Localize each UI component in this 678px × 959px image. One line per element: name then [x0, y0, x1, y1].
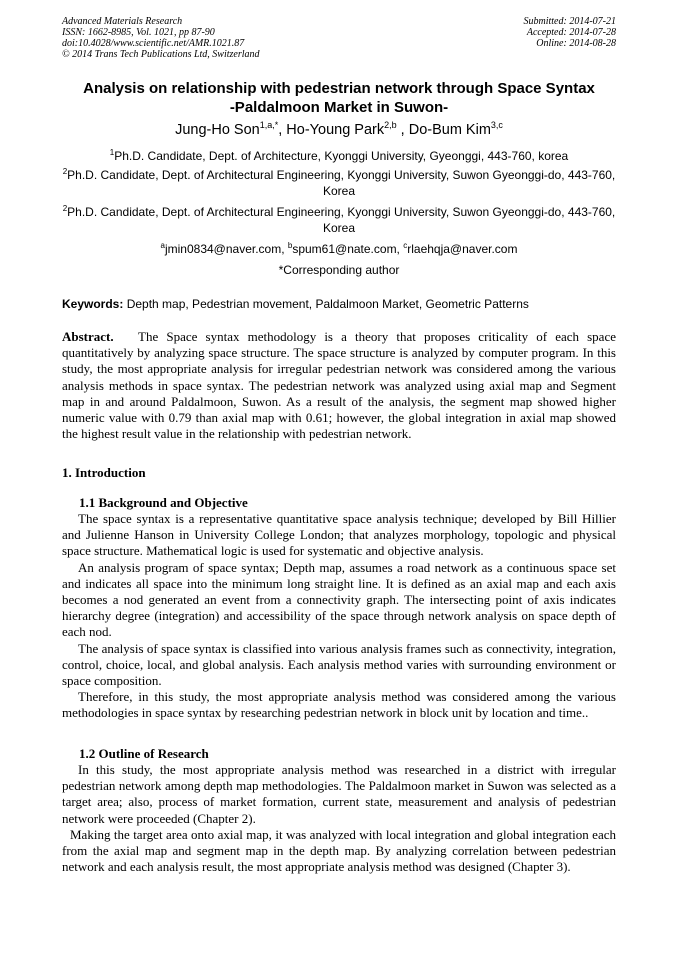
- affiliation-text: Ph.D. Candidate, Dept. of Architecture, Kyonggi University, Gyeonggi, 443-760, korea: [114, 149, 569, 163]
- affiliation: [62, 205, 616, 236]
- subsection-heading: 1.1 Background and Objective: [79, 495, 248, 510]
- paragraph: The space syntax is a representative quantitative space analysis technique; developed by Bill Hillier and Julienne Hanson in University College London; that analyzes morphology, topologic and physical space structure. Mathematical logic is used for systematic and objective analysis.: [62, 511, 616, 559]
- author-name: Jung-Ho Son: [175, 122, 260, 138]
- abstract-text: The Space syntax methodology is a theory that proposes criticality of each space quantitatively by analyzing space structure. The space structure is analyzed by computer program. In this study, the most appropriate analysis for irregular pedestrian network was considered among the various analysis methods in space syntax. The pedestrian network was analyzed using axial map and Segment map in and around Paldalmoon, Suwon. As a result of the analysis, the segment map showed higher numeric value with 0.79 than axial map with 0.61; however, the global integration in axial map showed the highest result value in the relationship with pedestrian network.: [62, 329, 616, 442]
- email-superscript: a: [160, 241, 165, 250]
- author-separator: ,: [278, 122, 287, 138]
- section-1-1-body: [62, 511, 616, 722]
- affiliation-superscript: 2: [62, 167, 68, 176]
- affiliation: [62, 168, 616, 199]
- author-superscript: 1,a,*: [259, 120, 279, 130]
- abstract: [62, 329, 616, 442]
- author-separator: ,: [396, 122, 409, 138]
- journal-copyright: © 2014 Trans Tech Publications Ltd, Switzerland: [62, 49, 260, 60]
- author-list: [40, 121, 638, 139]
- accepted-date: Accepted: 2014-07-28: [526, 27, 616, 38]
- journal-info: [62, 16, 260, 60]
- affiliation-superscript: 2: [62, 204, 68, 213]
- section-heading: 1. Introduction: [62, 465, 146, 480]
- author-superscript: 2,b: [384, 120, 397, 130]
- keywords-text: Depth map, Pedestrian movement, Paldalmoon Market, Geometric Patterns: [123, 297, 529, 311]
- author-name: Do-Bum Kim: [408, 122, 491, 138]
- paragraph: An analysis program of space syntax; Depth map, assumes a road network as a continuous space set and indicates all space into the minimum long straight line. It is defined as an axial map and each axis becomes a nod generated an event from a connectivity graph. The intersecting point of axis indicates hierarchy degree (integration) and accessibility of the space through network analysis on space depth of each nod.: [62, 559, 616, 640]
- affiliation-superscript: 1: [109, 148, 115, 157]
- journal-issn: ISSN: 1662-8985, Vol. 1021, pp 87-90: [62, 27, 215, 38]
- paper-title: [40, 79, 638, 117]
- journal-doi: doi:10.4028/www.scientific.net/AMR.1021.87: [62, 38, 245, 49]
- affiliation-text: Ph.D. Candidate, Dept. of Architectural Engineering, Kyonggi University, Suwon Gyeonggi-do, 443-760, Korea: [67, 168, 616, 198]
- keywords-label: Keywords:: [62, 297, 124, 311]
- paragraph: Making the target area onto axial map, it was analyzed with local integration and global integration each from the axial map and segment map in the depth map. By analyzing correlation between pedestrian network and each analysis result, the most appropriate analysis method was designed (Chapter 3).: [62, 826, 616, 875]
- publication-dates: [524, 16, 617, 49]
- paragraph: In this study, the most appropriate analysis method was researched in a district with irregular pedestrian network among depth map methodologies. The Paldalmoon market in Suwon was selected as a target area; also, process of market formation, current state, measurement and analysis of pedestrian network were proceeded (Chapter 2).: [62, 762, 616, 826]
- email-text: spum61@nate.com,: [292, 242, 404, 256]
- affiliation: [62, 149, 616, 165]
- author-superscript: 3,c: [490, 120, 503, 130]
- keywords: [62, 297, 616, 312]
- submitted-date: Submitted: 2014-07-21: [523, 16, 616, 27]
- affiliation-text: Ph.D. Candidate, Dept. of Architectural Engineering, Kyonggi University, Suwon Gyeonggi-do, 443-760, Korea: [67, 205, 616, 235]
- abstract-label: Abstract.: [62, 329, 114, 344]
- email-superscript: b: [287, 241, 293, 250]
- section-1-2-body: [62, 762, 616, 875]
- title-line-2: -Paldalmoon Market in Suwon-: [229, 99, 449, 116]
- email-superscript: c: [403, 241, 408, 250]
- title-line-1: Analysis on relationship with pedestrian network through Space Syntax: [83, 80, 595, 97]
- author-emails: [40, 242, 638, 257]
- email-text: rlaehqja@naver.com: [407, 242, 518, 256]
- journal-name: Advanced Materials Research: [62, 16, 183, 27]
- paragraph: Therefore, in this study, the most appropriate analysis method was considered among the various methodologies in space syntax by researching pedestrian network in block unit by location and time..: [62, 689, 616, 721]
- subsection-heading: 1.2 Outline of Research: [79, 746, 209, 761]
- author-name: Ho-Young Park: [286, 122, 385, 138]
- online-date: Online: 2014-08-28: [536, 38, 616, 49]
- email-text: jmin0834@naver.com,: [164, 242, 288, 256]
- corresponding-author-note: *Corresponding author: [278, 263, 400, 277]
- paragraph: The analysis of space syntax is classified into various analysis frames such as connectivity, integration, control, choice, local, and global analysis. Each analysis method varies with surrounding environment or space composition.: [62, 640, 616, 689]
